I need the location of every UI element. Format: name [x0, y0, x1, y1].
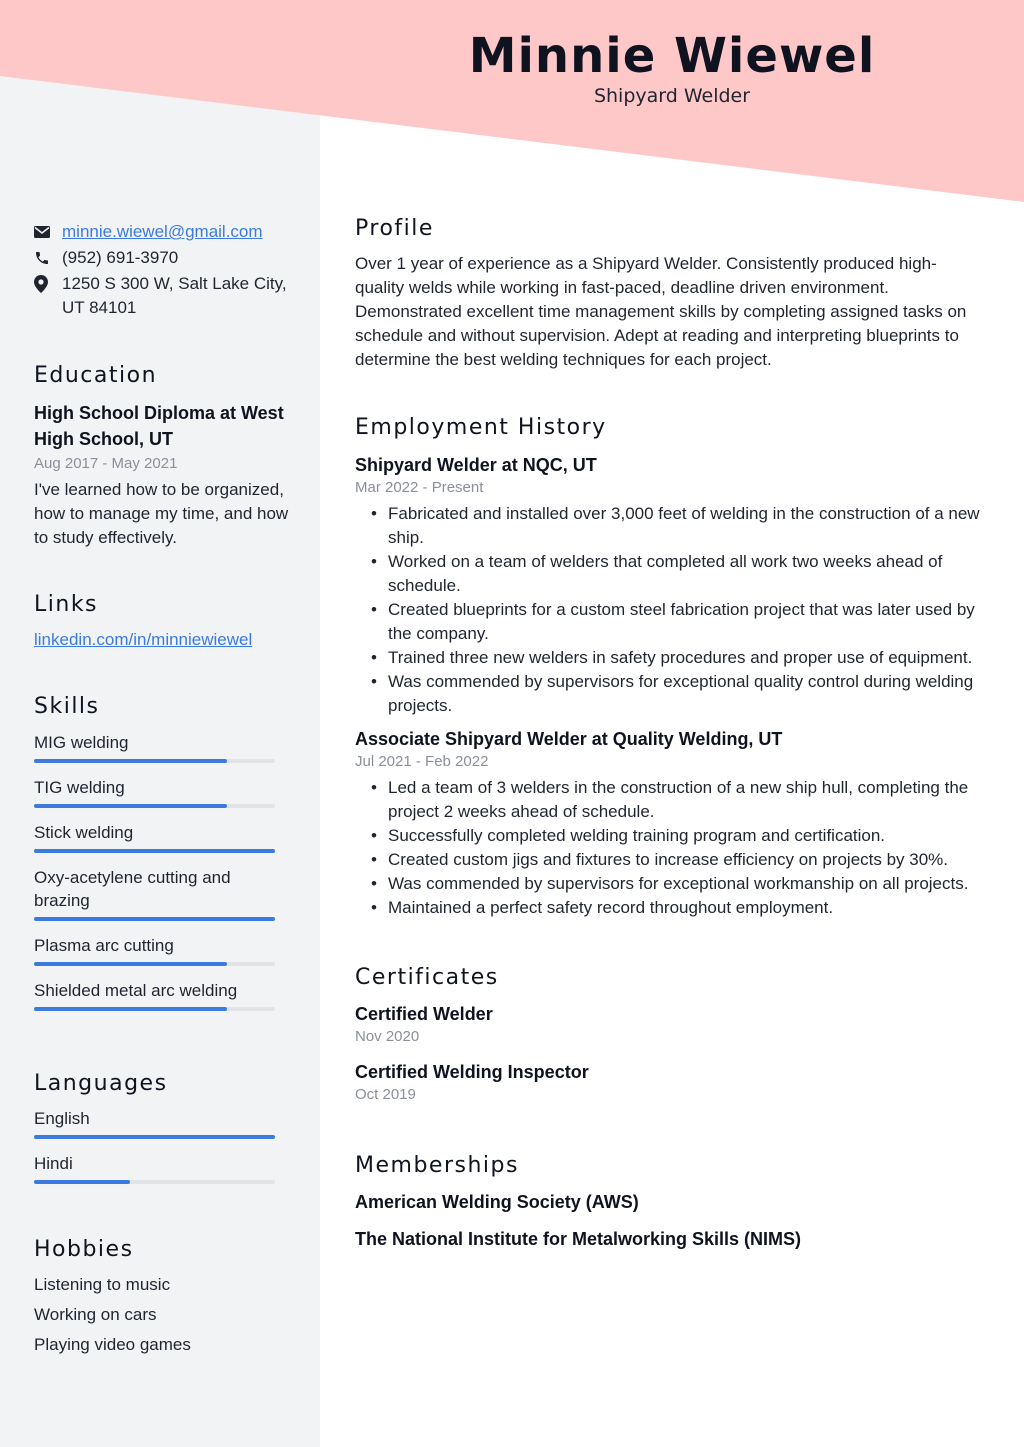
skill-item [34, 866, 294, 921]
languages-heading: Languages [34, 1071, 168, 1096]
mail-icon [34, 220, 62, 244]
language-item [34, 1107, 294, 1139]
job-bullet: • Led a team of 3 welders in the construction of a new ship hull, completing the project 2 weeks ahead of schedule. [355, 776, 985, 824]
job-bullets [355, 776, 985, 920]
profile-heading: Profile [355, 216, 434, 241]
employment-section [355, 452, 985, 920]
hobbies-heading: Hobbies [34, 1237, 134, 1262]
language-level-fill [34, 1135, 275, 1139]
job-bullet: • Created custom jigs and fixtures to increase efficiency on projects by 30%. [355, 848, 985, 872]
skill-name: Plasma arc cutting [34, 936, 174, 955]
skill-name: TIG welding [34, 778, 125, 797]
memberships-heading: Memberships [355, 1153, 519, 1178]
job-bullet: • Fabricated and installed over 3,000 feet of welding in the construction of a new ship. [355, 502, 985, 550]
skills-list [34, 731, 294, 1024]
skill-level-fill [34, 759, 227, 763]
education-dates: Aug 2017 - May 2021 [34, 455, 178, 472]
location-pin-icon [34, 272, 62, 296]
job-title: Shipyard Welder at NQC, UT [355, 455, 597, 475]
certificates-heading: Certificates [355, 965, 499, 990]
skill-level-fill [34, 962, 227, 966]
skill-name: MIG welding [34, 733, 129, 752]
phone-number: (952) 691-3970 [62, 248, 179, 267]
hobbies-list [34, 1270, 294, 1360]
job-dates: Jul 2021 - Feb 2022 [355, 753, 489, 770]
education-description: I've learned how to be organized, how to manage my time, and how to study effectively. [34, 480, 289, 547]
certificates-section [355, 1001, 985, 1117]
certificate-title: Certified Welding Inspector [355, 1062, 589, 1082]
membership-item: The National Institute for Metalworking Skills (NIMS) [355, 1229, 802, 1249]
hobby-item: Working on cars [34, 1305, 157, 1324]
skill-level-bar [34, 759, 275, 763]
candidate-name: Minnie Wiewel [468, 28, 876, 84]
contact-address-row [34, 272, 294, 320]
job-bullet: • Was commended by supervisors for exceptional quality control during welding projects. [355, 670, 985, 718]
job-entry [355, 726, 985, 920]
job-entry [355, 452, 985, 718]
skill-name: Stick welding [34, 823, 134, 842]
skill-level-fill [34, 804, 227, 808]
skill-name: Shielded metal arc welding [34, 981, 238, 1000]
skill-level-fill [34, 1007, 227, 1011]
job-bullet: • Was commended by supervisors for exceptional workmanship on all projects. [355, 872, 985, 896]
education-section [34, 400, 294, 550]
certificate-date: Oct 2019 [355, 1086, 416, 1103]
education-title: High School Diploma at West High School, UT [34, 403, 284, 449]
job-bullet: • Successfully completed welding training program and certification. [355, 824, 985, 848]
employment-heading: Employment History [355, 415, 607, 440]
skill-item [34, 731, 294, 763]
language-item [34, 1152, 294, 1184]
skill-level-bar [34, 804, 275, 808]
contact-section [34, 220, 294, 322]
hobby-item: Listening to music [34, 1275, 171, 1294]
skill-item [34, 979, 294, 1011]
membership-item: American Welding Society (AWS) [355, 1192, 639, 1212]
job-bullet: • Maintained a perfect safety record throughout employment. [355, 896, 985, 920]
sidebar-background [0, 0, 320, 1447]
skill-level-bar [34, 917, 275, 921]
certificate-item [355, 1059, 985, 1105]
language-name: Hindi [34, 1154, 73, 1173]
job-bullet: • Created blueprints for a custom steel fabrication project that was later used by the company. [355, 598, 985, 646]
links-section [34, 628, 294, 652]
contact-email-row [34, 220, 294, 244]
candidate-role: Shipyard Welder [593, 85, 751, 107]
language-level-bar [34, 1180, 275, 1184]
skill-level-bar [34, 849, 275, 853]
skills-heading: Skills [34, 694, 100, 719]
skill-item [34, 776, 294, 808]
links-heading: Links [34, 592, 99, 617]
profile-text: Over 1 year of experience as a Shipyard Welder. Consistently produced high-quality welds while working in fast-paced, deadline driven environment. Demonstrated excellent time management skills by completing assigned tasks on schedule and without supervision. Adept at reading and interpreting blueprints to determine the best welding techniques for each project. [355, 254, 967, 369]
certificate-title: Certified Welder [355, 1004, 493, 1024]
language-name: English [34, 1109, 90, 1128]
certificate-date: Nov 2020 [355, 1028, 420, 1045]
address: 1250 S 300 W, Salt Lake City, UT 84101 [62, 274, 287, 317]
job-title: Associate Shipyard Welder at Quality Welding, UT [355, 729, 783, 749]
skill-level-fill [34, 849, 275, 853]
skill-level-fill [34, 917, 275, 921]
contact-phone-row [34, 246, 294, 270]
skill-item [34, 821, 294, 853]
job-bullet: • Trained three new welders in safety procedures and proper use of equipment. [355, 646, 985, 670]
job-dates: Mar 2022 - Present [355, 479, 484, 496]
certificate-item [355, 1001, 985, 1047]
job-bullet: • Worked on a team of welders that completed all work two weeks ahead of schedule. [355, 550, 985, 598]
phone-icon [34, 246, 62, 270]
language-level-fill [34, 1180, 130, 1184]
languages-list [34, 1107, 294, 1197]
linkedin-link[interactable]: linkedin.com/in/minniewiewel [34, 630, 253, 649]
email-link[interactable]: minnie.wiewel@gmail.com [62, 222, 263, 241]
job-bullets [355, 502, 985, 718]
language-level-bar [34, 1135, 275, 1139]
skill-item [34, 934, 294, 966]
memberships-section [355, 1189, 985, 1263]
hobby-item: Playing video games [34, 1335, 191, 1354]
skill-level-bar [34, 962, 275, 966]
skill-level-bar [34, 1007, 275, 1011]
education-heading: Education [34, 363, 158, 388]
skill-name: Oxy-acetylene cutting and brazing [34, 868, 231, 910]
